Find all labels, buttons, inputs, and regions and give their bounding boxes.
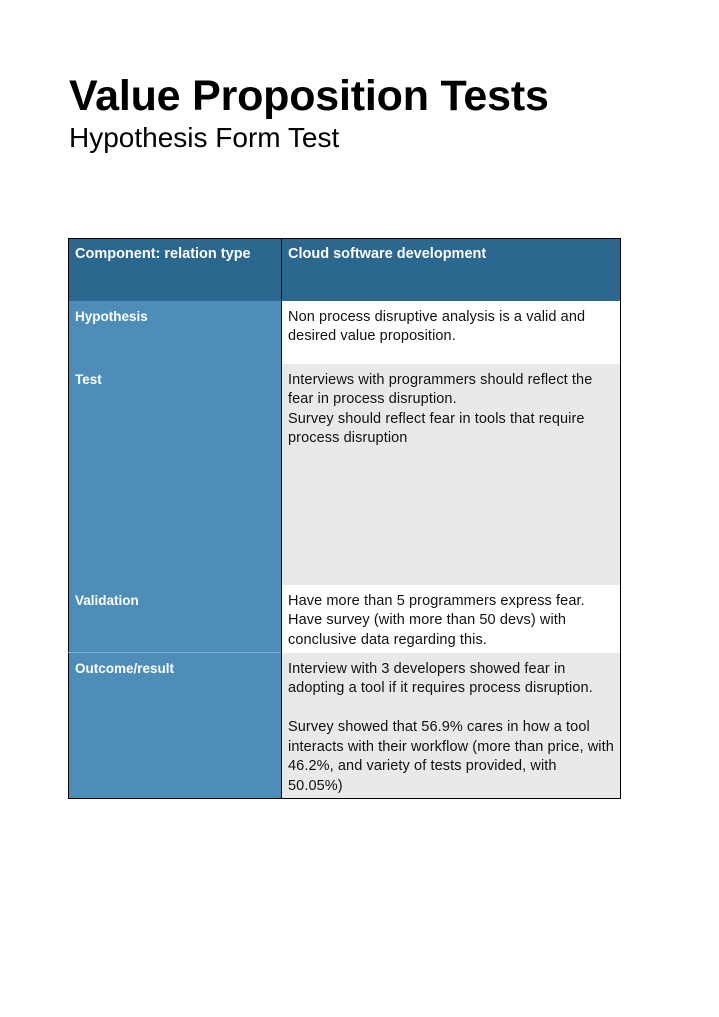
document-subtitle: Hypothesis Form Test xyxy=(69,122,340,153)
document-title: Value Proposition Tests xyxy=(69,72,549,120)
outcome-survey-text: Survey showed that 56.9% cares in how a tool interacts with their workflow (more than price, with 46.2%, and variety of tests provided, with 50.05%) xyxy=(288,719,614,794)
row-label-validation: Validation xyxy=(69,585,282,653)
row-value-test xyxy=(282,364,621,585)
header-category-cell: Cloud software development xyxy=(282,239,621,301)
table-row-test xyxy=(69,364,621,585)
test-text: Interviews with programmers should reflect the fear in process disruption. Survey should reflect fear in tools that require process disruption xyxy=(288,371,593,446)
row-label-hypothesis: Hypothesis xyxy=(69,301,282,364)
row-label-test: Test xyxy=(69,364,282,585)
table-header-row xyxy=(69,239,621,301)
table-row-hypothesis xyxy=(69,301,621,364)
table-row-validation xyxy=(69,585,621,653)
row-value-outcome xyxy=(282,653,621,799)
row-value-validation xyxy=(282,585,621,653)
row-label-outcome: Outcome/result xyxy=(69,653,282,799)
outcome-interview-text: Interview with 3 developers showed fear in adopting a tool if it requires process disruption. xyxy=(288,660,593,696)
table-row-outcome xyxy=(69,653,621,799)
header-component-cell: Component: relation type xyxy=(69,239,282,301)
hypothesis-table xyxy=(68,238,621,799)
validation-text: Have more than 5 programmers express fear. Have survey (with more than 50 devs) with conclusive data regarding this. xyxy=(288,592,585,648)
hypothesis-text: Non process disruptive analysis is a valid and desired value proposition. xyxy=(288,308,586,344)
row-value-hypothesis xyxy=(282,301,621,364)
